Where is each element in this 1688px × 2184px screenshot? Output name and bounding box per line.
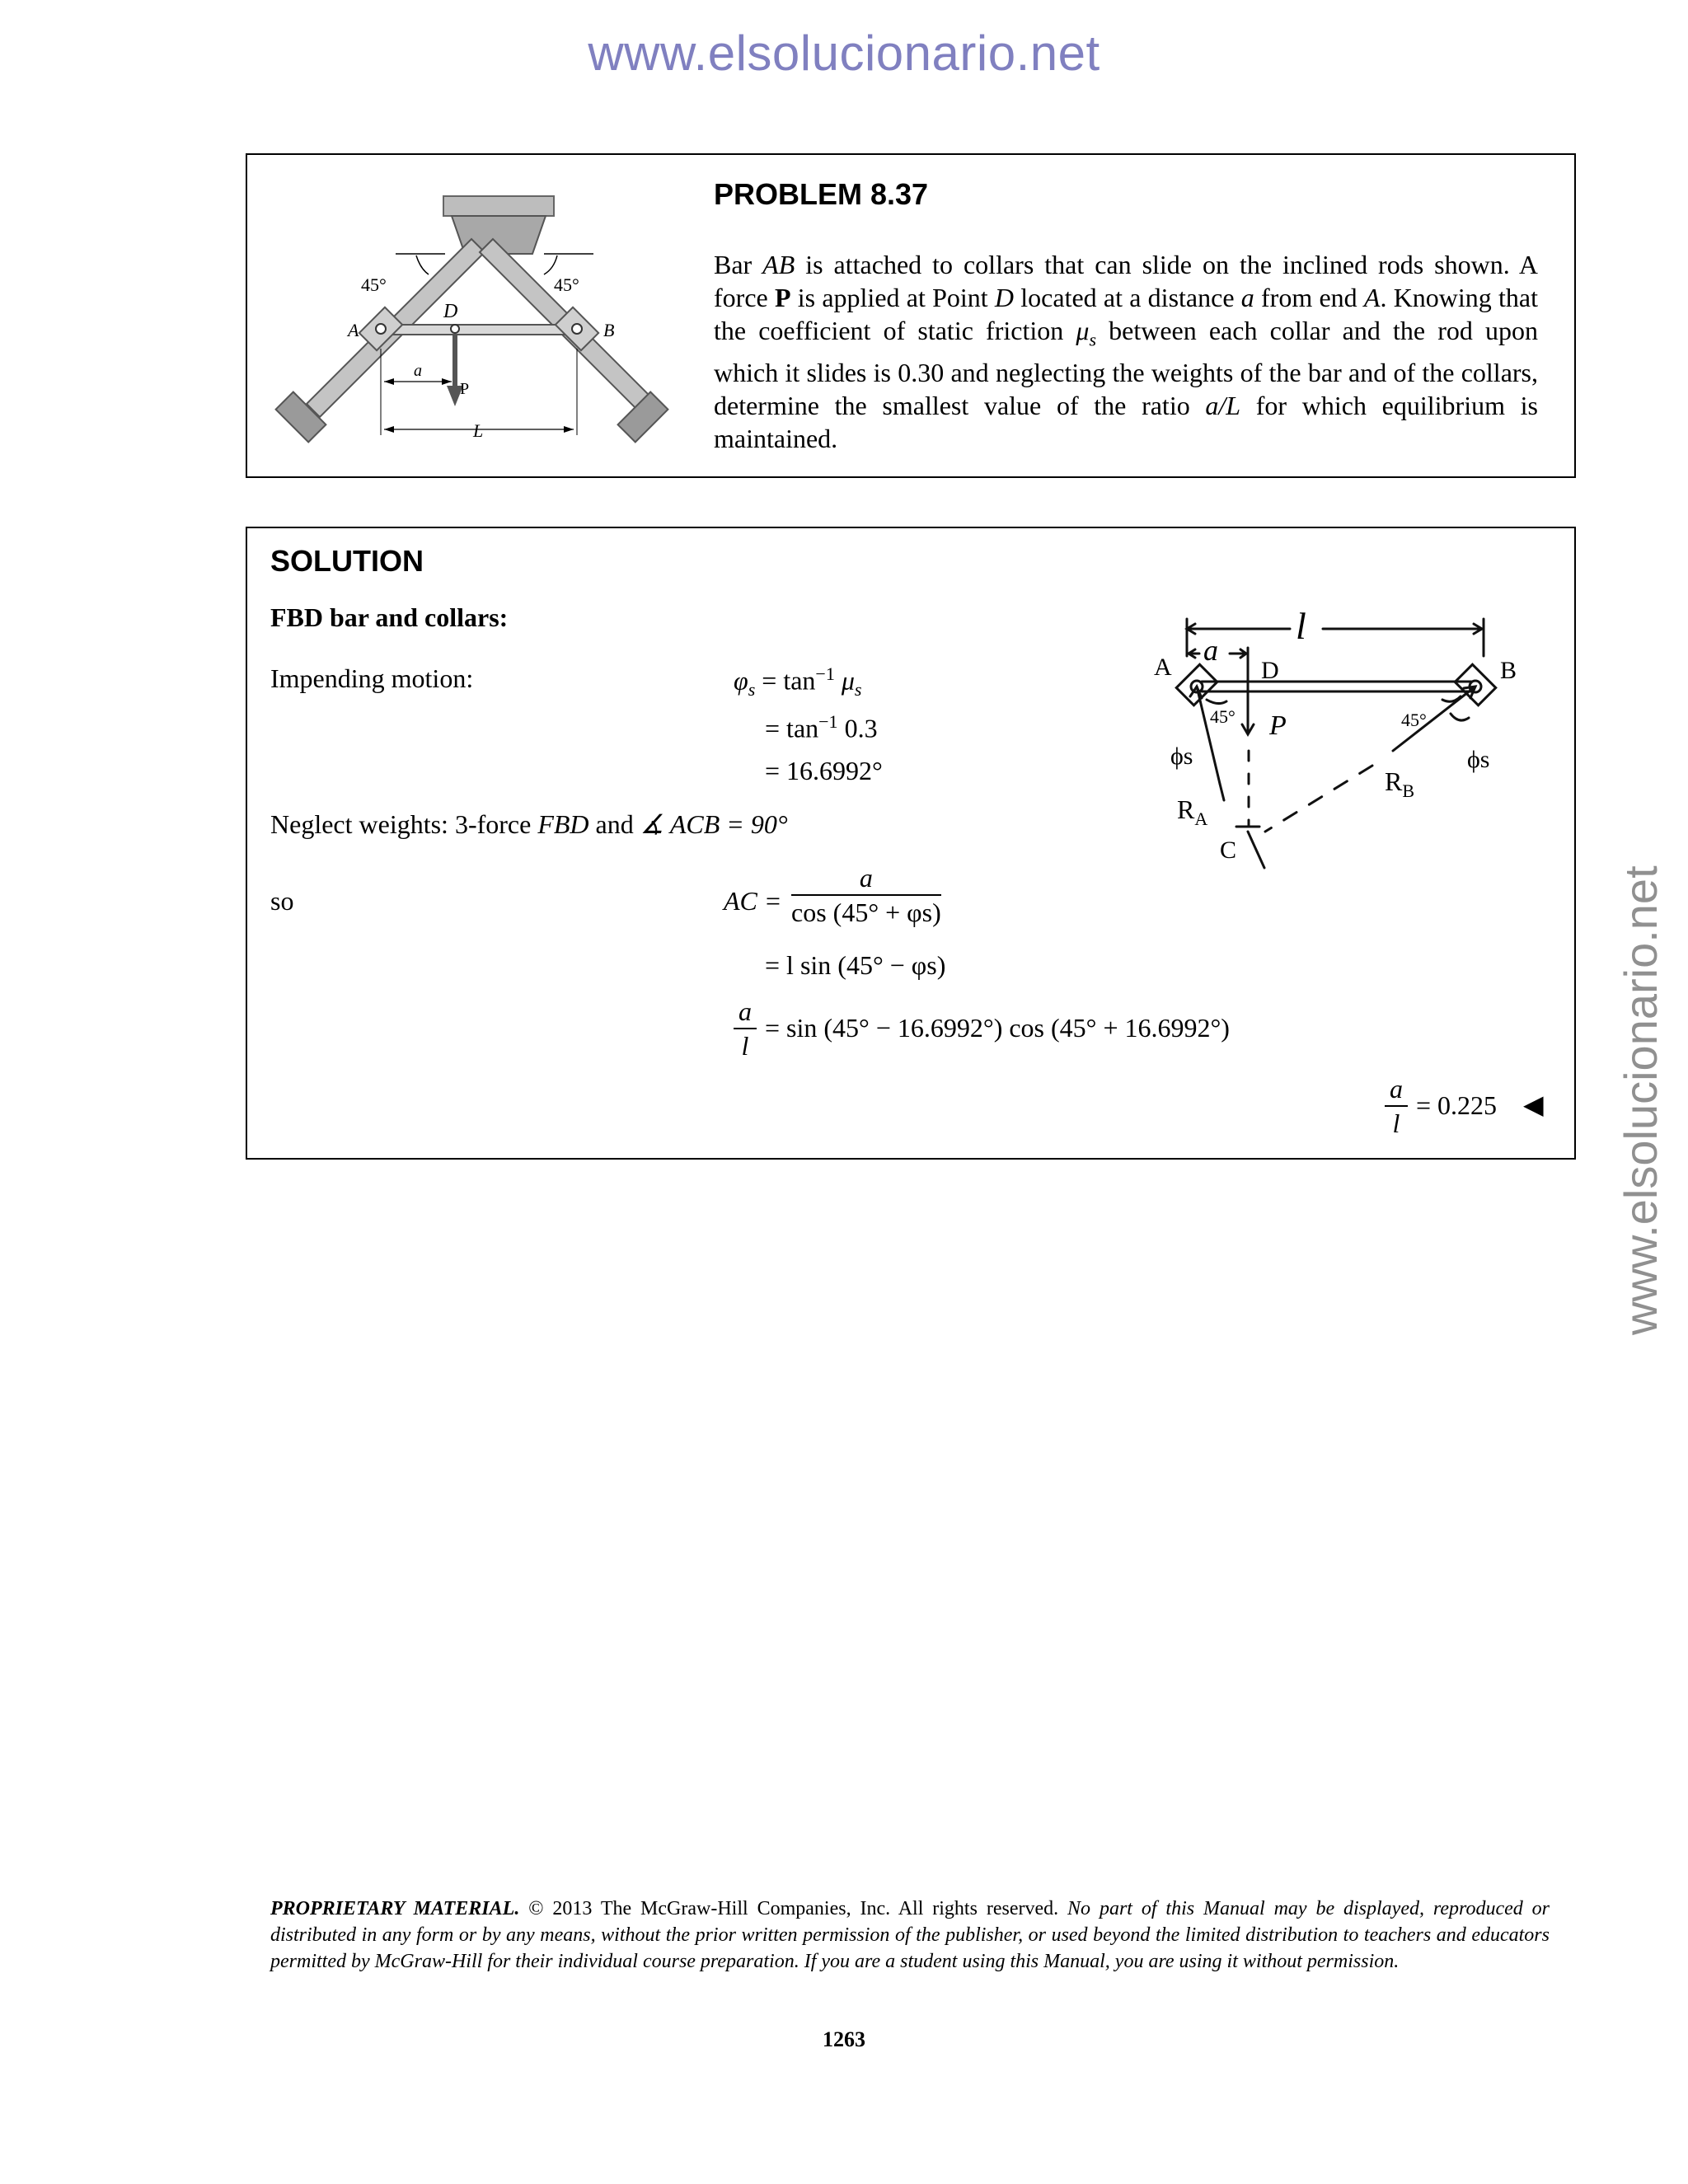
sketch-A: A [1154, 654, 1172, 681]
text-part: . Knowing that the coefficient of static friction [714, 283, 1539, 345]
sketch-B: B [1500, 657, 1517, 684]
sketch-RA-sub: A [1194, 808, 1208, 829]
text-mu: μ [1076, 316, 1090, 345]
sketch-phi-B: ϕs [1467, 746, 1490, 773]
neglect-mid: and [588, 809, 640, 839]
watermark-side: www.elsolucionario.net [1615, 865, 1667, 1335]
text-part: between each collar and the rod upon which it slides is 0.30 and neglecting the weights of the bar and of the collars, determine the smallest value of the ratio [714, 316, 1539, 421]
sketch-C: C [1220, 837, 1237, 864]
text-A: A [1363, 283, 1381, 312]
eq1-tan: = tan [762, 665, 816, 696]
problem-box [246, 153, 1576, 478]
fig-label-L: L [473, 420, 484, 441]
eq2-val: 0.3 [837, 713, 878, 743]
ratio-fraction [734, 995, 757, 1062]
fbd-sketch [1137, 611, 1566, 883]
answer-rhs: = 0.225 [1416, 1090, 1498, 1120]
text-mu-sub: s [1089, 329, 1097, 350]
footer-bold: PROPRIETARY MATERIAL. [270, 1898, 520, 1919]
text-a: a [1240, 283, 1254, 312]
text-AB: AB [762, 250, 795, 279]
ac-fraction [791, 861, 941, 929]
footer-italic: No part of this Manual may be displayed, reproduced or distributed in any form or by any means, without the prior written permission of the publisher, or used beyond the limited distribution to teachers and educators permitted by McGraw-Hill for their individual course preparation. If you are a student using this Manual, you are using it without permission. [270, 1898, 1550, 1972]
problem-statement [714, 248, 1538, 455]
sketch-RB [1385, 766, 1414, 801]
sketch-D: D [1261, 657, 1279, 684]
sketch-RB-sub: B [1402, 780, 1415, 801]
watermark-top: www.elsolucionario.net [588, 26, 1100, 81]
page-number: 1263 [823, 2027, 865, 2051]
so-label: so [270, 886, 294, 916]
problem-figure [264, 163, 676, 468]
sketch-phi-A: ϕs [1170, 743, 1193, 770]
eq2 [765, 711, 878, 744]
eq1-mu-sub: s [854, 679, 862, 701]
eq1-exp: −1 [815, 663, 835, 684]
sketch-RA [1177, 794, 1207, 829]
ac-num: a [791, 861, 941, 896]
fig-label-D: D [443, 301, 458, 322]
answer-num: a [1385, 1072, 1408, 1107]
ratio-num: a [734, 995, 757, 1029]
ratio-den: l [741, 1031, 749, 1061]
fig-angle-right: 45° [554, 274, 579, 295]
solution-box [246, 527, 1576, 1160]
ac-line2: = l sin (45° − φs) [765, 950, 946, 980]
fbd-title: FBD bar and collars: [270, 602, 509, 632]
footer-plain: © 2013 The McGraw-Hill Companies, Inc. All rights reserved. [519, 1898, 1068, 1919]
ac-den: cos (45° + φs) [791, 898, 941, 927]
text-P: P [774, 283, 791, 312]
ac-lhs: AC = [724, 886, 782, 916]
eq1 [734, 663, 861, 701]
fig-label-P: P [460, 380, 470, 398]
fig-label-a: a [414, 362, 422, 380]
eq2-exp: −1 [818, 711, 838, 732]
neglect-angle: ∡ ACB = 90° [640, 809, 788, 839]
eq1-mu: μ [841, 665, 855, 696]
sketch-l: l [1296, 611, 1306, 647]
eq2-tan: = tan [765, 713, 819, 743]
fig-label-B: B [603, 320, 615, 340]
answer-marker: ◀ [1523, 1089, 1544, 1120]
sketch-P: P [1269, 710, 1287, 741]
fig-angle-left: 45° [361, 274, 387, 295]
neglect-pre: Neglect weights: 3-force [270, 809, 538, 839]
text-D: D [994, 283, 1015, 312]
problem-title: PROBLEM 8.37 [714, 177, 929, 211]
ratio-rhs: = sin (45° − 16.6992°) cos (45° + 16.6992°) [765, 1013, 1230, 1043]
neglect-line [270, 808, 788, 840]
sketch-RA-main: R [1177, 794, 1195, 824]
solution-title: SOLUTION [270, 544, 424, 578]
neglect-fbd: FBD [537, 809, 589, 839]
text-part: located at a distance [1014, 283, 1241, 312]
sketch-RB-main: R [1385, 766, 1403, 796]
sketch-a: a [1203, 634, 1218, 667]
impending-label: Impending motion: [270, 663, 474, 693]
text-part: is applied at Point [790, 283, 995, 312]
sketch-angle-A: 45° [1210, 706, 1236, 727]
sketch-angle-B: 45° [1401, 710, 1427, 730]
eq1-phi-sub: s [748, 679, 756, 701]
text-part: is attached to collars that can slide on the inclined rods shown. A force [714, 250, 1538, 312]
eq1-phi: φ [734, 665, 748, 696]
eq3: = 16.6992° [765, 756, 883, 785]
text-aL: a/L [1205, 391, 1241, 421]
footer-notice [270, 1896, 1550, 1975]
text-part: Bar [714, 250, 763, 279]
answer-fraction [1385, 1072, 1408, 1140]
text-part: for which equilibrium is maintained. [714, 391, 1539, 454]
answer-den: l [1392, 1108, 1400, 1138]
text-part: from end [1254, 283, 1364, 312]
fig-label-A: A [348, 320, 359, 340]
